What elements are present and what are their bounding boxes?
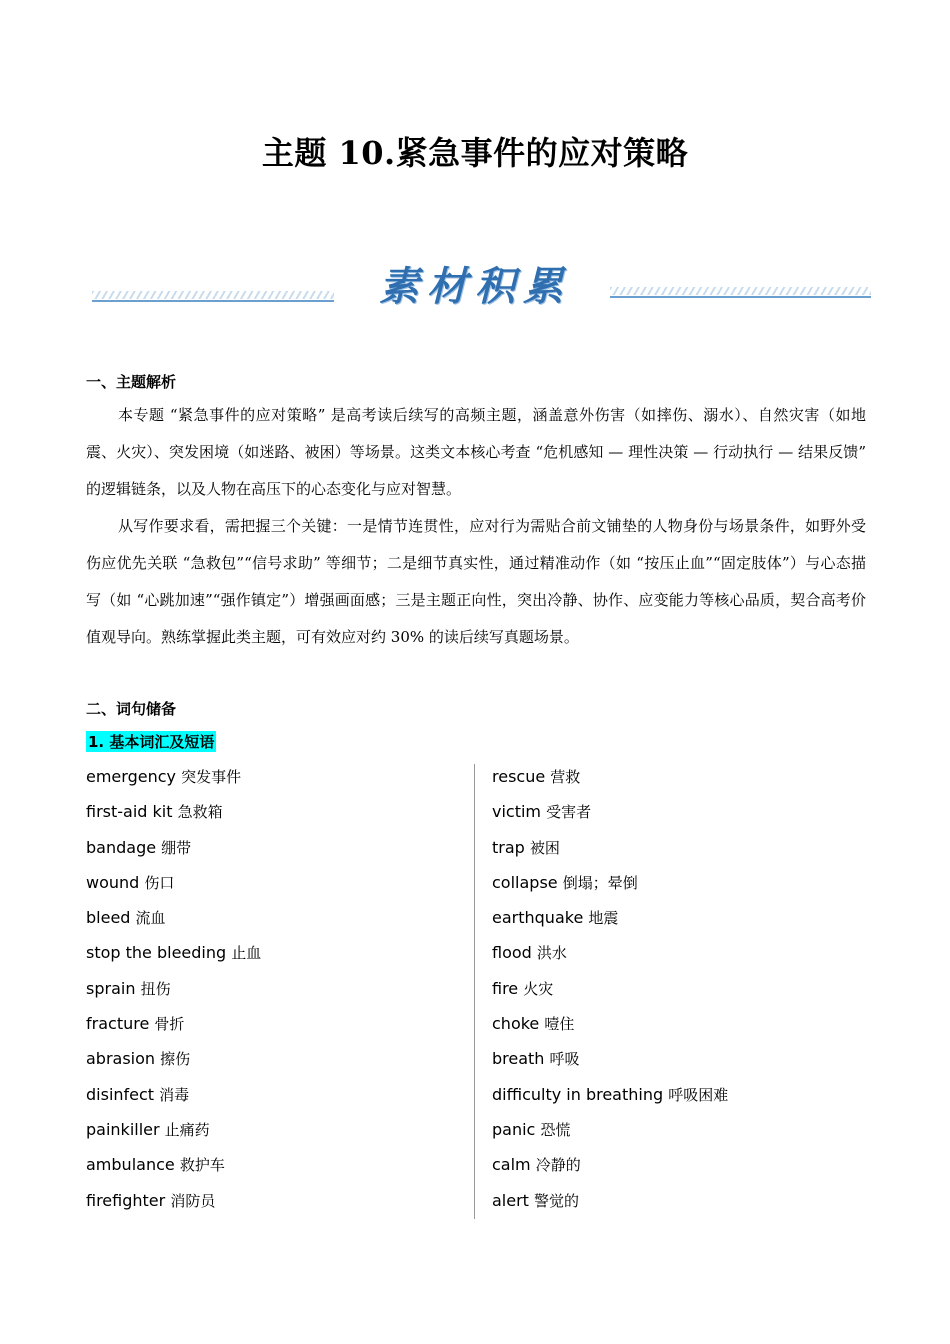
vocab-sub-heading: 1. 基本词汇及短语 (88, 733, 215, 751)
vocab-chinese: 恐慌 (540, 1120, 571, 1139)
page-title: 主题 10.紧急事件的应对策略 (261, 134, 689, 172)
vocab-english: firefighter (86, 1190, 166, 1210)
vocab-english: calm (492, 1155, 531, 1175)
vocab-english: painkiller (86, 1119, 160, 1139)
vocab-english: trap (492, 837, 525, 857)
vocab-list-right (492, 762, 872, 1221)
vocab-english: disinfect (86, 1084, 155, 1104)
vocab-chinese: 营救 (550, 768, 581, 786)
vocab-english: bandage (86, 837, 157, 857)
vocab-item (86, 1150, 466, 1185)
section2-heading: 二、词句储备 (86, 700, 177, 718)
section1-paragraph-2: 从写作要求看，需把握三个关键：一是情节连贯性，应对行为需贴合前文铺垫的人物身份与场景条件，如野外受伤应优先关联 “急救包”“信号求助” 等细节；二是细节真实性，通过精准动作（如 “按压止血”“固定肢体”）与心态描写（如 “心跳加速”“强作镇定”）增强画面感；三是主题正向性，突出冷静、协作、应变能力等核心品质，契合高考价值观导向。熟练掌握此类主题，可有效应对约 30% 的读后续写真题场景。 (86, 517, 866, 646)
vocab-item (86, 974, 466, 1009)
vocab-chinese: 受害者 (546, 803, 592, 822)
vocab-chinese: 止痛药 (164, 1120, 210, 1139)
section1-heading: 一、主题解析 (86, 373, 177, 391)
vocab-chinese: 倒塌；晕倒 (562, 873, 638, 892)
vocab-english: flood (492, 943, 532, 963)
vocab-english: abrasion (86, 1049, 156, 1069)
vocab-chinese: 急救箱 (177, 803, 223, 822)
vocab-chinese: 流血 (135, 909, 166, 928)
vocab-item (86, 1115, 466, 1150)
vocab-english: fire (492, 978, 519, 998)
vocab-item (86, 868, 466, 903)
vocab-english: emergency (86, 767, 176, 786)
vocab-chinese: 地震 (588, 909, 619, 928)
vocab-item (492, 1186, 872, 1221)
vocab-chinese: 洪水 (536, 944, 567, 963)
vocab-chinese: 噎住 (544, 1015, 575, 1034)
vocab-english: collapse (492, 872, 558, 892)
vocab-chinese: 伤口 (144, 873, 175, 892)
vocab-english: rescue (492, 767, 546, 786)
vocab-chinese: 冷静的 (535, 1156, 581, 1175)
vocab-item (86, 903, 466, 938)
vocab-chinese: 被困 (529, 838, 560, 857)
vocab-chinese: 呼吸 (549, 1050, 580, 1069)
banner-text: 素材积累 (379, 263, 571, 310)
vocab-list-left (86, 762, 466, 1221)
vocab-item (492, 833, 872, 868)
vocab-item (492, 938, 872, 973)
vocab-chinese: 呼吸困难 (668, 1085, 729, 1104)
vocab-chinese: 骨折 (154, 1015, 185, 1034)
vocab-chinese: 警觉的 (534, 1191, 580, 1210)
vocab-chinese: 突发事件 (181, 768, 242, 786)
vocab-item (86, 833, 466, 868)
vocab-english: earthquake (492, 908, 584, 928)
vocab-item (86, 797, 466, 832)
vocab-chinese: 止血 (231, 944, 262, 963)
vocab-chinese: 火灾 (523, 979, 554, 998)
vocab-item (492, 1150, 872, 1185)
vocab-english: choke (492, 1014, 540, 1034)
section1-paragraph-1: 本专题 “紧急事件的应对策略” 是高考读后续写的高频主题，涵盖意外伤害（如摔伤、溺水）、自然灾害（如地震、火灾）、突发困境（如迷路、被困）等场景。这类文本核心考查 “危机感知 — 理性决策 — 行动执行 — 结果反馈” 的逻辑链条，以及人物在高压下的心态变化与应对智慧。 (86, 406, 866, 498)
vocab-item (86, 1186, 466, 1221)
vocab-item (86, 1044, 466, 1079)
vocab-item (86, 938, 466, 973)
column-divider (474, 764, 475, 1219)
vocab-item (86, 1009, 466, 1044)
vocab-item (492, 903, 872, 938)
vocab-chinese: 消毒 (159, 1085, 190, 1104)
vocab-english: ambulance (86, 1155, 175, 1175)
banner-left-line (92, 291, 334, 303)
vocab-chinese: 扭伤 (140, 979, 171, 998)
vocab-english: victim (492, 802, 542, 822)
vocab-english: wound (86, 872, 140, 892)
section-banner (0, 255, 950, 315)
vocab-item (492, 974, 872, 1009)
vocab-english: sprain (86, 978, 136, 998)
vocab-chinese: 擦伤 (160, 1050, 191, 1069)
vocab-item (492, 1009, 872, 1044)
banner-right-line (610, 287, 871, 299)
vocab-chinese: 救护车 (179, 1156, 225, 1175)
vocab-item (492, 762, 872, 797)
vocab-english: alert (492, 1190, 529, 1210)
vocab-english: breath (492, 1049, 545, 1069)
vocab-english: fracture (86, 1014, 150, 1034)
vocab-english: first-aid kit (86, 802, 173, 822)
vocab-item (492, 1080, 872, 1115)
vocab-item (492, 1115, 872, 1150)
vocab-english: bleed (86, 908, 131, 928)
vocab-item (492, 868, 872, 903)
vocab-english: panic (492, 1119, 536, 1139)
vocab-item (492, 1044, 872, 1079)
vocab-item (86, 1080, 466, 1115)
vocab-chinese: 消防员 (170, 1191, 216, 1210)
vocab-english: difficulty in breathing (492, 1084, 664, 1104)
vocab-english: stop the bleeding (86, 943, 227, 963)
vocab-item (492, 797, 872, 832)
vocab-item (86, 762, 466, 797)
vocab-chinese: 绷带 (161, 838, 192, 857)
